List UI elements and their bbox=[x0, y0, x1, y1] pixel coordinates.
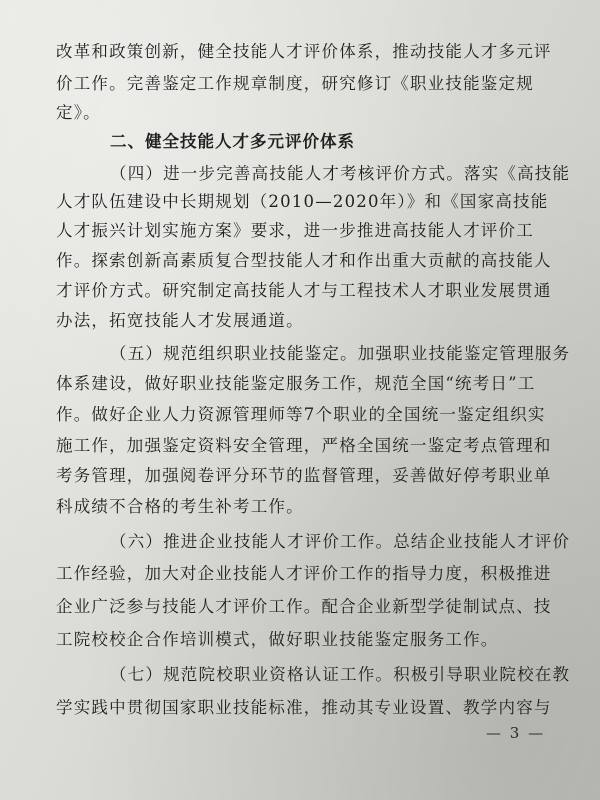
page-number: — 3 — bbox=[486, 724, 546, 742]
body-line: 工作经验，加大对企业技能人才评价工作的指导力度，积极推进 bbox=[56, 564, 552, 583]
body-line: （六）推进企业技能人才评价工作。总结企业技能人才评价 bbox=[110, 532, 571, 551]
body-line: 施工作，加强鉴定资料安全管理，严格全国统一鉴定考点管理和 bbox=[56, 436, 552, 455]
body-line: 学实践中贯彻国家职业技能标准，推动其专业设置、教学内容与 bbox=[56, 698, 552, 717]
body-line: （五）规范组织职业技能鉴定。加强职业技能鉴定管理服务 bbox=[110, 344, 571, 363]
body-line: 办法，拓宽技能人才发展通道。 bbox=[56, 311, 304, 330]
section-heading: 二、健全技能人才多元评价体系 bbox=[110, 132, 355, 151]
body-line: 价工作。完善鉴定工作规章制度，研究修订《职业技能鉴定规 bbox=[56, 74, 534, 93]
body-line: 考务管理，加强阅卷评分环节的监督管理，妥善做好停考职业单 bbox=[56, 466, 552, 485]
body-line: 作。做好企业人力资源管理师等7个职业的全国统一鉴定组织实 bbox=[56, 405, 546, 424]
body-line: （七）规范院校职业资格认证工作。积极引导职业院校在教 bbox=[110, 665, 571, 684]
body-line: 人才队伍建设中长期规划（2010—2020年）》和《国家高技能 bbox=[56, 192, 549, 211]
body-line: 企业广泛参与技能人才评价工作。配合企业新型学徒制试点、技 bbox=[56, 597, 552, 616]
body-line: 作。探索创新高素质复合型技能人才和作出重大贡献的高技能人 bbox=[56, 251, 552, 270]
body-line: 工院校校企合作培训模式，做好职业技能鉴定服务工作。 bbox=[56, 630, 499, 649]
body-line: 改革和政策创新，健全技能人才评价体系，推动技能人才多元评 bbox=[56, 42, 552, 61]
body-line: 体系建设，做好职业技能鉴定服务工作，规范全国“统考日”工 bbox=[56, 374, 536, 393]
body-line: 定》。 bbox=[56, 103, 101, 122]
body-line: 人才振兴计划实施方案》要求，进一步推进高技能人才评价工 bbox=[56, 221, 534, 240]
body-line: 科成绩不合格的考生补考工作。 bbox=[56, 497, 304, 516]
body-line: 才评价方式。研究制定高技能人才与工程技术人才职业发展贯通 bbox=[56, 281, 552, 300]
body-line: （四）进一步完善高技能人才考核评价方式。落实《高技能 bbox=[110, 164, 571, 183]
